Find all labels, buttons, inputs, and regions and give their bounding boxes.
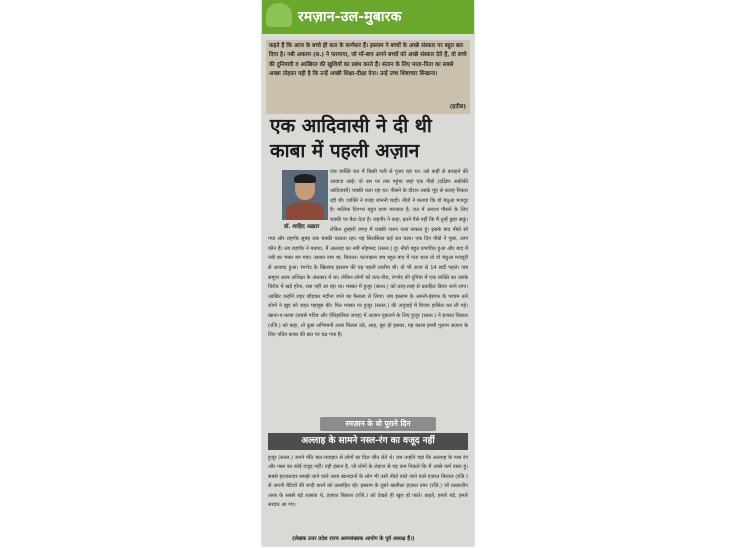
headline-line-2: काबा में पहली अज़ान — [270, 140, 420, 162]
section-body: हुजूर (सल्ल.) अपने मीठे बात-व्यवहार से लोगों का दिल जीत लेते थे। जब उन्होंने यहां कि अल्लाह के पास रंग और नस्ल का कोई वजूद नहीं। वही इंसान है, जो लोगों के लेहाज से यह कम निकले कि मैं अच्छे कर्म वाला हूं। सबसे इज़्ज़तदार समझे जाने वाले अरब खानदानों के लोग भी उसी नीग्रो वाले जाने वाले हज़रत बिलाल (रजि.) से अपनी बेटियों की शादी करने को उत्साहित रहे। इस्लाम के दूसरे खलीफ़ा हज़रत उमर (रज़ि.) जो तत्कालीन अरब के सबसे बड़े शासक थे, हज़रत बिलाल (रजि.) को देखते ही खुश हो जाते। कहते, हमारे बड़े, हमारे सरदार आ गए। — [268, 455, 468, 509]
article-headline — [270, 114, 470, 164]
author-photo — [282, 170, 328, 220]
banner — [262, 0, 474, 34]
banner-title: रमज़ान-उल-मुबारक — [298, 9, 402, 25]
newspaper-clipping — [262, 0, 474, 546]
article-body-text: एक व्यक्ति रात में किसी गली से गुजर रहा था। उसे कहीं से कराहने की आवाज आई। वो उस घर तक पहुंचा जहां एक नीग्रो (दक्षिण अफ्रीकी आदिवासी) चक्की चला रहा था। पीसने के दौरान उसके मुंह से कराह निकल रही थी। व्यक्ति ने वजह जाननी चाही। नीग्रो ने बताया कि वो बंधुआ मजदूर है। मालिक दिनभर बहुत काम करवाता है, रात में अनाज पीसने के लिए चक्की पर बैठा देता है। राहगीर ने कहा, इतने पैसे नहीं कि मैं तुम्हें छुड़ा सकूं। लेकिन तुम्हारी जगह मैं चक्की जरूर चला सकता हूं। इसके बाद नीग्रो सो गया और राहगीर सुबह तक चक्की चलाता रहा। यह सिलसिला कई रात चला। एक दिन नीग्रो ने पूछा, आप कौन हैं। तब राहगीर ने बताया, मैं अल्लाह का नबी मोहम्मद (सल्ल.) हूं। नीग्रो बहुत प्रभावित हुआ और बाद में नबी का भक्त बन गया। उसका नाम था, बिलाल। घटनाक्रम जब बहुत बाद में पता चला तो वो बंधुआ मजदूरी से आजाद हुआ। रंगभेद के खिलाफ इस्लाम की यह पहली तालीम थी। वो भी आज से 14 सदी पहले। जब समूचा अरब अशिक्षा के अंधकार में था। लेकिन लोगों को ऊंच-नीच, रंगभेद की दुनिया में एक व्यक्ति का उसके विरोध में खड़े होना, रास नहीं आ रहा था। मक्का में हुजूर (सल्ल.) को तरह-तरह से प्रताड़ित किया जाने लगा। आखिर उन्होंने शहर छोड़कर मदीना जाने का फैसला ले लिया। जब इस्लाम के अमनो-इंसाफ के परचम तले लोगों ने खुद को राहत महसूस की। फिर मक्का पर हुजूर (सल्ल.) की अगुवाई में विजय हासिल कर ली गई। खाना-ए-काबा (सबसे पवित्र और ऐतिहासिक जगह) में अज़ान पुकारने के लिए हुजूर (सल्ल.) ने हजरत बिलाल (रजि.) को कहा, तो कुछ अभिमानी अरब चिल्ला उठे, आह, बुरा हो इसका, यह काला हब्शी गुलाम अज़ान के लिए पवित्र काबा की छत पर चढ़ गया है। — [268, 169, 468, 339]
intro-source: (हदीस) — [449, 103, 466, 110]
mosque-dome-icon — [266, 3, 292, 27]
intro-text: कहते हैं कि आज के बच्चे ही कल के कर्णधार हैं। इस्लाम ने बच्चों के अच्छे संस्कार पर बहुत बल दिया है। नबी अकरम (स.) ने फरमाया, जो माँ-बाप अपने बच्चों को अच्छे संस्कार देते हैं, वो बच्चे की दुनियावी व आखिरत की खुशियों का प्रबंध करते हैं। संतान के लिए माता-पिता का सबसे अच्छा तोहफ़ा यही है कि उन्हें अच्छी शिक्षा-दीक्षा देना। उन्हें उच्च शिष्टाचार सिखाना। — [269, 43, 467, 78]
section-heading: अल्लाह के सामने नस्ल-रंग का वजूद नहीं — [268, 433, 468, 450]
author-note: (लेखक उत्तर प्रदेश राज्य अल्पसंख्यक आयोग के पूर्व अध्यक्ष हैं।) — [292, 536, 415, 542]
author-caption: डॉ. शाहिद अख़्तर — [284, 224, 320, 230]
intro-box — [266, 40, 470, 114]
section-subheading: रमज़ान के वो पुराने दिन — [320, 417, 436, 431]
headline-line-1: एक आदिवासी ने दी थी — [270, 115, 432, 137]
